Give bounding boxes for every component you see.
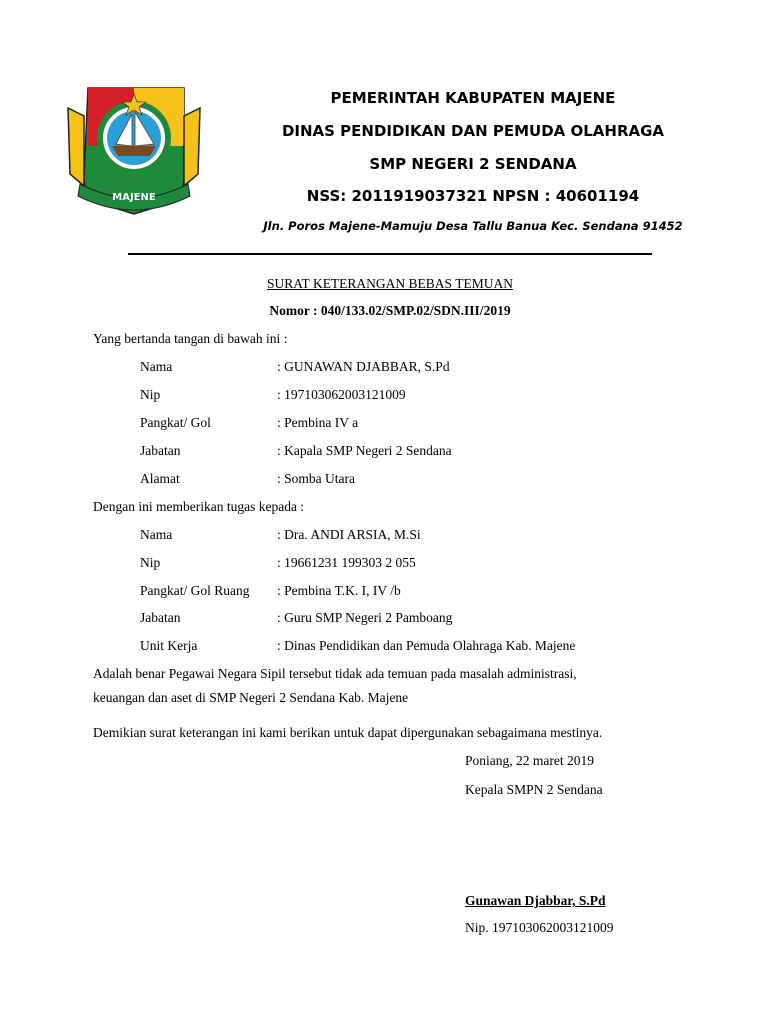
assignee-nip-value: : 19661231 199303 2 055 — [277, 555, 416, 570]
letterhead-government: PEMERINTAH KABUPATEN MAJENE — [330, 89, 616, 107]
letterhead-department: DINAS PENDIDIKAN DAN PEMUDA OLAHRAGA — [281, 122, 665, 140]
letterhead-school: SMP NEGERI 2 SENDANA — [369, 155, 577, 173]
place-date: Poniang, 22 maret 2019 — [465, 753, 594, 768]
assignee-unit-value: : Dinas Pendidikan dan Pemuda Olahraga Kab. Majene — [277, 638, 576, 653]
signer-position-label: Jabatan — [140, 443, 181, 458]
assignee-rank-value: : Pembina T.K. I, IV /b — [277, 583, 401, 598]
assignee-name-value: : Dra. ANDI ARSIA, M.Si — [277, 527, 421, 542]
signer-intro: Yang bertanda tangan di bawah ini : — [93, 331, 288, 346]
signer-address-label: Alamat — [140, 471, 180, 486]
assignee-position-value: : Guru SMP Negeri 2 Pamboang — [277, 610, 453, 625]
signer-rank-value: : Pembina IV a — [277, 415, 359, 430]
assignee-rank-label: Pangkat/ Gol Ruang — [140, 583, 250, 598]
signer-position-title: Kepala SMPN 2 Sendana — [465, 782, 603, 797]
signer-address-value: : Somba Utara — [277, 471, 355, 486]
signature-nip: Nip. 197103062003121009 — [465, 920, 614, 935]
statement-line-1: Adalah benar Pegawai Negara Sipil tersebut tidak ada temuan pada masalah administrasi, — [93, 666, 577, 681]
signer-nip-value: : 197103062003121009 — [277, 387, 406, 402]
letter-title: SURAT KETERANGAN BEBAS TEMUAN — [267, 276, 513, 291]
letterhead-address: Jln. Poros Majene-Mamuju Desa Tallu Banua Kec. Sendana 91452 — [263, 219, 683, 233]
assignee-position-label: Jabatan — [140, 610, 181, 625]
signer-position-value: : Kapala SMP Negeri 2 Sendana — [277, 443, 452, 458]
closing-statement: Demikian surat keterangan ini kami berikan untuk dapat dipergunakan sebagaimana mestinya. — [93, 725, 603, 740]
letterhead-divider — [128, 253, 652, 255]
letter-number: Nomor : 040/133.02/SMP.02/SDN.III/2019 — [269, 303, 511, 318]
signer-nip-label: Nip — [140, 387, 161, 402]
signature-name: Gunawan Djabbar, S.Pd — [465, 893, 606, 908]
signer-rank-label: Pangkat/ Gol — [140, 415, 211, 430]
assignment-intro: Dengan ini memberikan tugas kepada : — [93, 499, 305, 514]
assignee-nip-label: Nip — [140, 555, 161, 570]
logo-ribbon-text: MAJENE — [112, 192, 156, 203]
majene-emblem-logo — [66, 86, 202, 216]
assignee-unit-label: Unit Kerja — [140, 638, 198, 653]
statement-line-2: keuangan dan aset di SMP Negeri 2 Sendana Kab. Majene — [93, 690, 409, 705]
signer-name-label: Nama — [140, 359, 173, 374]
assignee-name-label: Nama — [140, 527, 173, 542]
signer-name-value: : GUNAWAN DJABBAR, S.Pd — [277, 359, 450, 374]
letterhead-nss-npsn: NSS: 2011919037321 NPSN : 40601194 — [306, 187, 640, 205]
